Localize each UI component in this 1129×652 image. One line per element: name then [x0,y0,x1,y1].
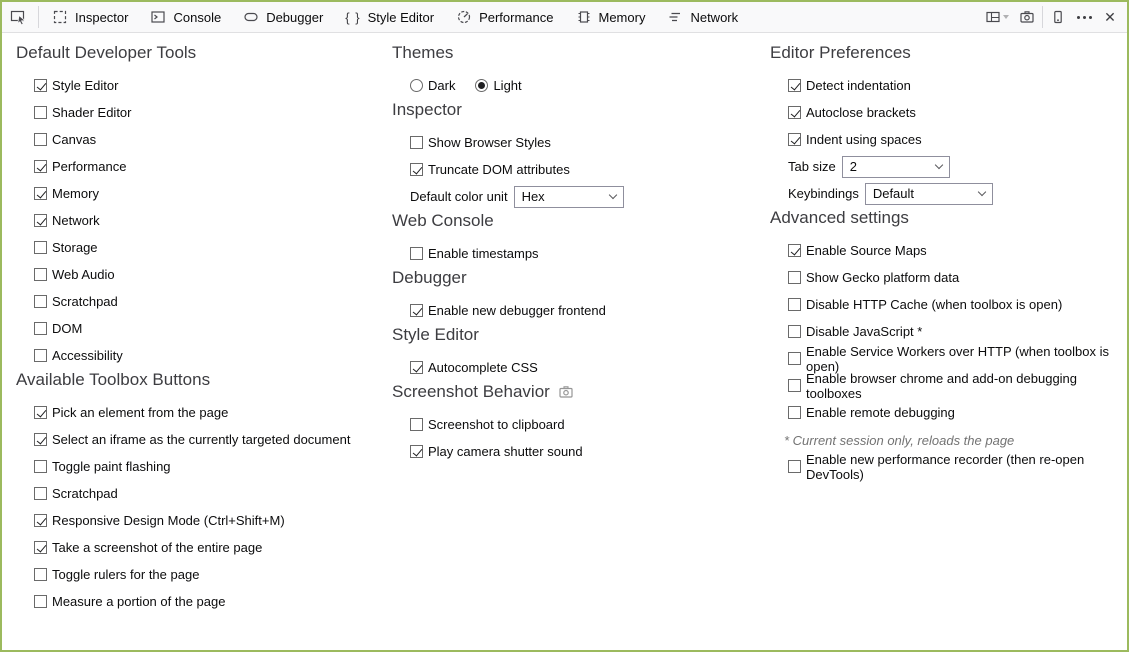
checkbox[interactable] [34,160,47,173]
pick-element-button[interactable] [2,2,36,32]
tab-label: Memory [598,9,646,25]
checkbox-row[interactable] [34,261,382,288]
radio-button[interactable] [475,79,488,92]
checkbox-label: Play camera shutter sound [428,444,583,459]
checkbox-label: Enable new performance recorder (then re-open DevTools) [806,451,1085,482]
editor-prefs-options [788,72,1126,153]
checkbox[interactable] [34,433,47,446]
checkbox-row[interactable] [788,264,1126,291]
toolbar-divider [38,6,39,28]
checkbox[interactable] [34,487,47,500]
radio-label: Light [493,78,522,93]
checkbox[interactable] [788,106,801,119]
checkbox-row[interactable] [34,180,382,207]
responsive-mode-button[interactable] [1045,4,1071,30]
checkbox-row[interactable] [788,237,1126,264]
checkbox-row[interactable] [410,156,760,183]
checkbox-row[interactable] [34,561,382,588]
color-unit-row [410,183,760,210]
console-icon [150,9,166,25]
checkbox[interactable] [34,406,47,419]
checkbox[interactable] [34,106,47,119]
screenshot-button[interactable] [1014,4,1040,30]
checkbox-row[interactable] [34,426,382,453]
checkbox[interactable] [34,322,47,335]
checkbox-label: Show Browser Styles [428,135,551,150]
checkbox-row[interactable] [788,345,1126,372]
checkbox-label: Autocomplete CSS [428,360,538,375]
debugger-options [410,297,760,324]
checkbox[interactable] [788,352,801,365]
tab-label: Debugger [266,9,324,25]
checkbox[interactable] [410,136,423,149]
checkbox-row[interactable] [788,72,1126,99]
menu-icon [1077,16,1092,19]
responsive-mode-icon [1050,9,1066,25]
keybindings-row [788,180,1126,207]
checkbox-label: Disable HTTP Cache (when toolbox is open) [806,297,1063,312]
checkbox[interactable] [34,79,47,92]
keybindings-select[interactable] [865,183,993,205]
checkbox-label: Web Audio [52,267,115,282]
radio-row[interactable] [410,72,455,99]
devtools-toolbar [2,2,1127,33]
checkbox[interactable] [34,241,47,254]
section-title-toolbox-buttons: Available Toolbox Buttons [16,370,211,389]
checkbox-label: Take a screenshot of the entire page [52,540,263,555]
checkbox[interactable] [788,244,801,257]
checkbox-label: Shader Editor [52,105,132,120]
checkbox-row[interactable] [788,372,1126,399]
tab-memory[interactable] [565,2,657,32]
checkbox-label: Detect indentation [806,78,911,93]
checkbox-label: Scratchpad [52,294,118,309]
checkbox[interactable] [788,406,801,419]
checkbox[interactable] [34,268,47,281]
checkbox-label: DOM [52,321,83,336]
screenshot-options [410,411,760,465]
checkbox-label: Screenshot to clipboard [428,417,565,432]
tab-style-editor[interactable] [334,2,445,32]
window-controls [980,4,1127,30]
checkbox[interactable] [34,187,47,200]
checkbox-label: Toggle paint flashing [52,459,171,474]
checkbox-label: Autoclose brackets [806,105,916,120]
tab-label: Performance [479,9,554,25]
inspector-options [410,129,760,183]
theme-options [410,72,760,99]
checkbox[interactable] [788,379,801,392]
checkbox-label: Pick an element from the page [52,405,229,420]
section-title-editor-prefs: Editor Preferences [770,43,911,62]
checkbox-row[interactable] [34,315,382,342]
checkbox[interactable] [788,298,801,311]
checkbox[interactable] [34,214,47,227]
debugger-icon [243,9,259,25]
toolbar-divider [1042,6,1043,28]
checkbox-row[interactable] [410,297,760,324]
checkbox-label: Select an iframe as the currently targeted document [52,432,351,447]
checkbox[interactable] [34,595,47,608]
checkbox-row[interactable] [410,240,760,267]
section-title-web-console: Web Console [392,211,494,230]
checkbox-row[interactable] [34,399,382,426]
screenshot-title-text: Screenshot Behavior [392,382,550,401]
checkbox-label: Enable remote debugging [806,405,955,420]
tab-network[interactable] [656,2,749,32]
column-panel-options [392,42,760,465]
checkbox-row[interactable] [34,453,382,480]
inspector-icon [52,9,68,25]
toolbox-buttons-list [34,399,382,615]
tab-inspector[interactable] [41,2,139,32]
chevron-down-icon [934,160,942,168]
checkbox-label: Performance [52,159,127,174]
keybindings-value: Default [872,186,915,201]
checkbox[interactable] [788,325,801,338]
checkbox[interactable] [410,304,423,317]
pick-element-icon [10,9,28,25]
checkbox[interactable] [788,460,801,473]
camera-icon [558,384,574,400]
checkbox-row[interactable] [410,438,760,465]
tab-debugger[interactable] [232,2,334,32]
checkbox[interactable] [34,514,47,527]
tab-size-select[interactable] [842,156,950,178]
checkbox-row[interactable] [410,129,760,156]
checkbox-label: Toggle rulers for the page [52,567,200,582]
tab-label: Console [173,9,222,25]
section-title-style-editor: Style Editor [392,325,479,344]
checkbox-row[interactable] [34,153,382,180]
checkbox-row[interactable] [34,288,382,315]
column-editor-advanced [770,42,1126,480]
tab-size-label: Tab size [788,159,836,174]
checkbox-row[interactable] [788,291,1126,318]
checkbox-row[interactable] [34,126,382,153]
performance-icon [456,9,472,25]
advanced-options [788,237,1126,426]
checkbox-label: Storage [52,240,98,255]
checkbox-row[interactable] [34,99,382,126]
checkbox-row[interactable] [410,354,760,381]
checkbox-row[interactable] [788,126,1126,153]
checkbox-row[interactable] [34,234,382,261]
keybindings-label: Keybindings [788,186,859,201]
checkbox-row[interactable] [34,480,382,507]
tab-size-row [788,153,1126,180]
color-unit-select[interactable] [514,186,624,208]
column-default-tools [16,42,382,615]
checkbox-label: Responsive Design Mode (Ctrl+Shift+M) [52,513,285,528]
screenshot-icon [1019,9,1035,25]
color-unit-label: Default color unit [410,189,508,204]
checkbox[interactable] [34,460,47,473]
menu-button[interactable] [1071,4,1097,30]
checkbox-row[interactable] [34,207,382,234]
checkbox-label: Enable timestamps [428,246,539,261]
dock-side-button[interactable] [980,4,1014,30]
checkbox-row[interactable] [788,399,1126,426]
checkbox-label: Network [52,213,100,228]
advanced-options-after-note [788,453,1126,480]
checkbox-row[interactable] [34,588,382,615]
section-title-inspector: Inspector [392,100,462,119]
settings-panel [2,34,1127,650]
tab-size-value: 2 [849,159,857,174]
checkbox[interactable] [410,418,423,431]
section-title-default-tools: Default Developer Tools [16,43,197,62]
memory-icon [576,9,592,25]
checkbox[interactable] [788,79,801,92]
session-note: * Current session only, reloads the page [784,433,1015,448]
style-editor-icon: { } [345,9,361,25]
radio-label: Dark [428,78,456,93]
checkbox-row[interactable] [410,411,760,438]
checkbox-label: Enable browser chrome and add-on debugging toolboxes [806,370,1078,401]
checkbox-label: Enable new debugger frontend [428,303,606,318]
tab-console[interactable] [139,2,232,32]
chevron-down-icon [608,190,616,198]
radio-row[interactable] [475,72,521,99]
checkbox[interactable] [34,133,47,146]
checkbox-label: Disable JavaScript * [806,324,923,339]
default-tools-list [34,72,382,369]
checkbox-label: Show Gecko platform data [806,270,960,285]
checkbox[interactable] [410,445,423,458]
checkbox-label: Scratchpad [52,486,118,501]
web-console-options [410,240,760,267]
checkbox[interactable] [34,295,47,308]
checkbox-label: Measure a portion of the page [52,594,226,609]
checkbox[interactable] [788,271,801,284]
tab-label: Network [690,9,739,25]
tab-label: Inspector [75,9,129,25]
checkbox-row[interactable] [34,342,382,369]
checkbox[interactable] [788,133,801,146]
dock-side-icon [985,9,1001,25]
checkbox-row[interactable] [788,318,1126,345]
color-unit-value: Hex [521,189,545,204]
checkbox-row[interactable] [788,453,1126,480]
checkbox[interactable] [34,541,47,554]
style-editor-options [410,354,760,381]
checkbox[interactable] [34,349,47,362]
section-title-advanced: Advanced settings [770,208,909,227]
checkbox[interactable] [34,568,47,581]
checkbox[interactable] [410,247,423,260]
checkbox-label: Canvas [52,132,97,147]
checkbox-label: Enable Source Maps [806,243,927,258]
checkbox-row[interactable] [34,534,382,561]
checkbox-row[interactable] [34,72,382,99]
checkbox[interactable] [410,361,423,374]
checkbox-label: Style Editor [52,78,119,93]
section-title-debugger: Debugger [392,268,467,287]
checkbox-label: Memory [52,186,99,201]
close-icon: ✕ [1104,9,1116,25]
tab-label: Style Editor [367,9,435,25]
chevron-down-icon [1003,15,1009,19]
radio-button[interactable] [410,79,423,92]
chevron-down-icon [978,187,986,195]
checkbox-label: Accessibility [52,348,123,363]
section-title-screenshot [392,381,760,403]
checkbox-label: Enable Service Workers over HTTP (when toolbox is open) [806,343,1109,374]
checkbox[interactable] [410,163,423,176]
network-icon [667,9,683,25]
checkbox-label: Truncate DOM attributes [428,162,570,177]
checkbox-label: Indent using spaces [806,132,922,147]
checkbox-row[interactable] [788,99,1126,126]
checkbox-row[interactable] [34,507,382,534]
section-title-themes: Themes [392,43,454,62]
close-button[interactable] [1097,4,1123,30]
tab-performance[interactable] [445,2,564,32]
